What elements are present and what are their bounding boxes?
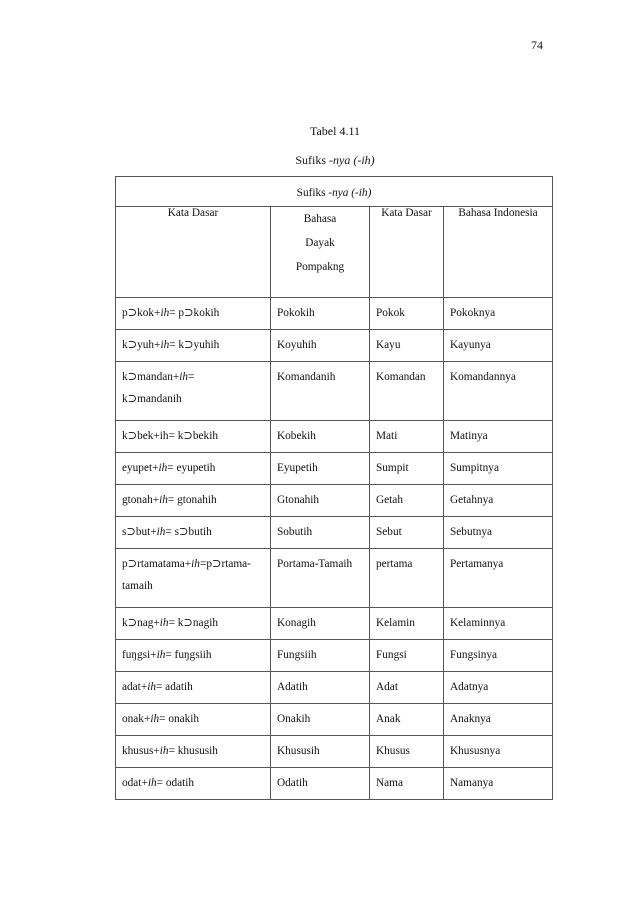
cell-bahasa-dayak [271, 517, 370, 549]
cell-kata-dasar-text: Getah [376, 494, 403, 506]
cell-formation [116, 362, 271, 421]
cell-bahasa-indonesia-text: Fungsinya [450, 649, 498, 661]
cell-bahasa-indonesia [444, 640, 553, 672]
cell-bahasa-indonesia-text: Sebutnya [450, 526, 493, 538]
cell-bahasa-indonesia-text: Pokoknya [450, 307, 496, 319]
table-row [116, 768, 553, 800]
cell-bahasa-indonesia [444, 421, 553, 453]
formation-text [122, 674, 264, 700]
cell-bahasa-dayak [271, 608, 370, 640]
cell-bahasa-dayak [271, 736, 370, 768]
formation-suffix: ih [147, 777, 157, 789]
cell-kata-dasar-text: Anak [376, 713, 401, 725]
cell-kata-dasar-text: Khusus [376, 745, 410, 757]
formation-base: adat+ [122, 681, 148, 693]
cell-bahasa-dayak [271, 453, 370, 485]
formation-result: =p⊃rtama- [199, 558, 251, 570]
cell-bahasa-indonesia-text: Kelaminnya [450, 617, 506, 629]
cell-formation [116, 768, 271, 800]
cell-bahasa-indonesia-text: Khususnya [450, 745, 501, 757]
cell-kata-dasar [370, 330, 444, 362]
cell-formation [116, 421, 271, 453]
cell-bahasa-dayak-text: Pokokih [277, 307, 315, 319]
cell-bahasa-dayak-text: Portama-Tamaih [277, 558, 353, 570]
cell-bahasa-indonesia [444, 517, 553, 549]
formation-text [122, 610, 264, 636]
header-bahasa-indonesia: Bahasa Indonesia [444, 207, 553, 298]
formation-result: = khususih [168, 745, 218, 757]
formation-text [122, 455, 264, 481]
table-row [116, 421, 553, 453]
cell-bahasa-indonesia-text: Matinya [450, 430, 488, 442]
formation-text [122, 706, 264, 732]
formation-suffix: ih [156, 526, 166, 538]
cell-kata-dasar-text: Kayu [376, 339, 401, 351]
formation-suffix: ih [159, 745, 169, 757]
cell-bahasa-dayak-text: Koyuhih [277, 339, 317, 351]
formation-suffix: ih [159, 494, 168, 506]
cell-bahasa-dayak [271, 549, 370, 608]
cell-formation [116, 736, 271, 768]
cell-bahasa-dayak-text: Konagih [277, 617, 316, 629]
cell-kata-dasar-text: Nama [376, 777, 403, 789]
caption-prefix: Sufiks [296, 186, 329, 199]
formation-text [122, 332, 264, 358]
cell-bahasa-indonesia-text: Getahnya [450, 494, 494, 506]
cell-bahasa-dayak-text: Eyupetih [277, 462, 318, 474]
table-caption [116, 177, 553, 207]
table-row [116, 517, 553, 549]
formation-result: = s⊃butih [165, 526, 212, 538]
header-kata-dasar: Kata Dasar [116, 207, 271, 298]
cell-bahasa-dayak [271, 704, 370, 736]
table-row [116, 736, 553, 768]
formation-base: k⊃bek+ih= k⊃bekih [122, 430, 218, 442]
header-row [116, 207, 553, 298]
cell-kata-dasar [370, 362, 444, 421]
formation-result: = fuŋgsiih [165, 649, 212, 661]
cell-formation [116, 517, 271, 549]
cell-bahasa-indonesia [444, 485, 553, 517]
table-row [116, 608, 553, 640]
cell-kata-dasar [370, 453, 444, 485]
cell-kata-dasar-text: Sebut [376, 526, 402, 538]
table-row [116, 362, 553, 421]
cell-bahasa-dayak-text: Onakih [277, 713, 311, 725]
header-bahasa-dayak [271, 207, 370, 298]
formation-base: s⊃but+ [122, 526, 157, 538]
cell-formation [116, 485, 271, 517]
cell-bahasa-dayak [271, 640, 370, 672]
caption-row [116, 177, 553, 207]
formation-result: = odatih [156, 777, 195, 789]
formation-text [122, 423, 264, 449]
cell-kata-dasar-text: Sumpit [376, 462, 409, 474]
cell-kata-dasar-text: Kelamin [376, 617, 415, 629]
cell-bahasa-indonesia [444, 672, 553, 704]
formation-result: = k⊃nagih [168, 617, 219, 629]
table-row [116, 330, 553, 362]
formation-continuation: tamaih [122, 580, 153, 592]
cell-bahasa-indonesia [444, 768, 553, 800]
formation-suffix: ih [159, 617, 169, 629]
formation-result: = gtonahih [167, 494, 217, 506]
cell-kata-dasar-text: pertama [376, 558, 413, 570]
formation-base: khusus+ [122, 745, 160, 757]
formation-base: odat+ [122, 777, 148, 789]
formation-base: fuŋgsi+ [122, 649, 157, 661]
header-bahasa-line2: Dayak [305, 237, 335, 249]
cell-bahasa-dayak-text: Komandanih [277, 371, 336, 383]
cell-bahasa-dayak [271, 298, 370, 330]
cell-bahasa-indonesia [444, 608, 553, 640]
formation-suffix: ih [160, 339, 170, 351]
cell-bahasa-dayak-text: Fungsiih [277, 649, 317, 661]
table-row [116, 549, 553, 608]
cell-bahasa-dayak-text: Kobekih [277, 430, 316, 442]
cell-formation [116, 704, 271, 736]
formation-base: k⊃yuh+ [122, 339, 161, 351]
cell-bahasa-dayak-text: Odatih [277, 777, 308, 789]
cell-kata-dasar-text: Mati [376, 430, 398, 442]
cell-formation [116, 453, 271, 485]
table-row [116, 704, 553, 736]
table-row [116, 485, 553, 517]
cell-bahasa-indonesia-text: Anaknya [450, 713, 491, 725]
formation-text [122, 738, 264, 764]
formation-suffix: ih [147, 681, 156, 693]
cell-bahasa-dayak-text: Khususih [277, 745, 320, 757]
formation-suffix: ih [160, 307, 170, 319]
cell-bahasa-indonesia [444, 704, 553, 736]
cell-kata-dasar [370, 517, 444, 549]
cell-formation [116, 298, 271, 330]
formation-text [122, 642, 264, 668]
formation-text [122, 770, 264, 796]
formation-result: = k⊃yuhih [169, 339, 220, 351]
page-number: 74 [531, 38, 543, 52]
cell-bahasa-indonesia [444, 298, 553, 330]
formation-text [122, 300, 264, 326]
cell-bahasa-indonesia-text: Komandannya [450, 371, 516, 383]
cell-bahasa-indonesia [444, 330, 553, 362]
cell-kata-dasar-text: Pokok [376, 307, 405, 319]
formation-base: eyupet+ [122, 462, 159, 474]
cell-formation [116, 549, 271, 608]
table-row [116, 298, 553, 330]
subtitle-prefix: Sufiks [295, 153, 330, 167]
cell-bahasa-indonesia-text: Adatnya [450, 681, 489, 693]
cell-bahasa-indonesia [444, 453, 553, 485]
cell-formation [116, 640, 271, 672]
formation-text [122, 519, 264, 545]
formation-suffix: ih [179, 371, 189, 383]
cell-bahasa-indonesia-text: Namanya [450, 777, 494, 789]
formation-suffix: ih [158, 462, 168, 474]
cell-bahasa-indonesia-text: Sumpitnya [450, 462, 499, 474]
cell-kata-dasar [370, 768, 444, 800]
formation-base: onak+ [122, 713, 151, 725]
cell-bahasa-indonesia-text: Pertamanya [450, 558, 504, 570]
formation-suffix: ih [191, 558, 200, 570]
cell-kata-dasar-text: Fungsi [376, 649, 407, 661]
header-bahasa-line3: Pompakng [295, 261, 345, 273]
cell-kata-dasar [370, 608, 444, 640]
cell-kata-dasar-text: Komandan [376, 371, 426, 383]
cell-bahasa-dayak-text: Adatih [277, 681, 308, 693]
cell-kata-dasar [370, 672, 444, 704]
formation-continuation: k⊃mandanih [122, 393, 182, 405]
table-title: Tabel 4.11 [309, 124, 361, 138]
cell-bahasa-dayak [271, 768, 370, 800]
header-bahasa-line1: Bahasa [303, 213, 337, 225]
cell-kata-dasar [370, 485, 444, 517]
cell-bahasa-dayak-text: Sobutih [277, 526, 313, 538]
cell-bahasa-indonesia-text: Kayunya [450, 339, 491, 351]
cell-bahasa-dayak [271, 362, 370, 421]
cell-bahasa-indonesia [444, 362, 553, 421]
header-kata-dasar-2: Kata Dasar [370, 207, 444, 298]
cell-bahasa-dayak [271, 421, 370, 453]
cell-formation [116, 330, 271, 362]
cell-kata-dasar-text: Adat [376, 681, 398, 693]
cell-formation [116, 608, 271, 640]
table-row [116, 672, 553, 704]
formation-result: = onakih [159, 713, 200, 725]
subtitle-italic: -nya (-ih) [329, 153, 375, 167]
formation-base: k⊃mandan+ [122, 371, 180, 383]
cell-kata-dasar [370, 736, 444, 768]
cell-kata-dasar [370, 704, 444, 736]
cell-bahasa-dayak [271, 672, 370, 704]
cell-bahasa-dayak-text: Gtonahih [277, 494, 320, 506]
formation-suffix: ih [156, 649, 166, 661]
formation-text [122, 487, 264, 513]
formation-base: p⊃rtamatama+ [122, 558, 192, 570]
cell-kata-dasar [370, 549, 444, 608]
cell-bahasa-indonesia [444, 549, 553, 608]
formation-result: = adatih [155, 681, 193, 693]
cell-bahasa-indonesia [444, 736, 553, 768]
formation-base: gtonah+ [122, 494, 160, 506]
table-body [116, 298, 553, 800]
formation-base: p⊃kok+ [122, 307, 161, 319]
table-row [116, 640, 553, 672]
formation-base: k⊃nag+ [122, 617, 160, 629]
cell-kata-dasar [370, 421, 444, 453]
caption-italic: -nya (-ih) [328, 186, 372, 199]
formation-result: = p⊃kokih [169, 307, 220, 319]
suffix-table [115, 176, 553, 800]
cell-formation [116, 672, 271, 704]
cell-kata-dasar [370, 298, 444, 330]
formation-result: = [188, 371, 195, 383]
cell-bahasa-dayak [271, 330, 370, 362]
formation-result: = eyupetih [167, 462, 216, 474]
table-row [116, 453, 553, 485]
table-subtitle [0, 153, 638, 168]
formation-suffix: ih [150, 713, 160, 725]
cell-bahasa-dayak [271, 485, 370, 517]
cell-kata-dasar [370, 640, 444, 672]
